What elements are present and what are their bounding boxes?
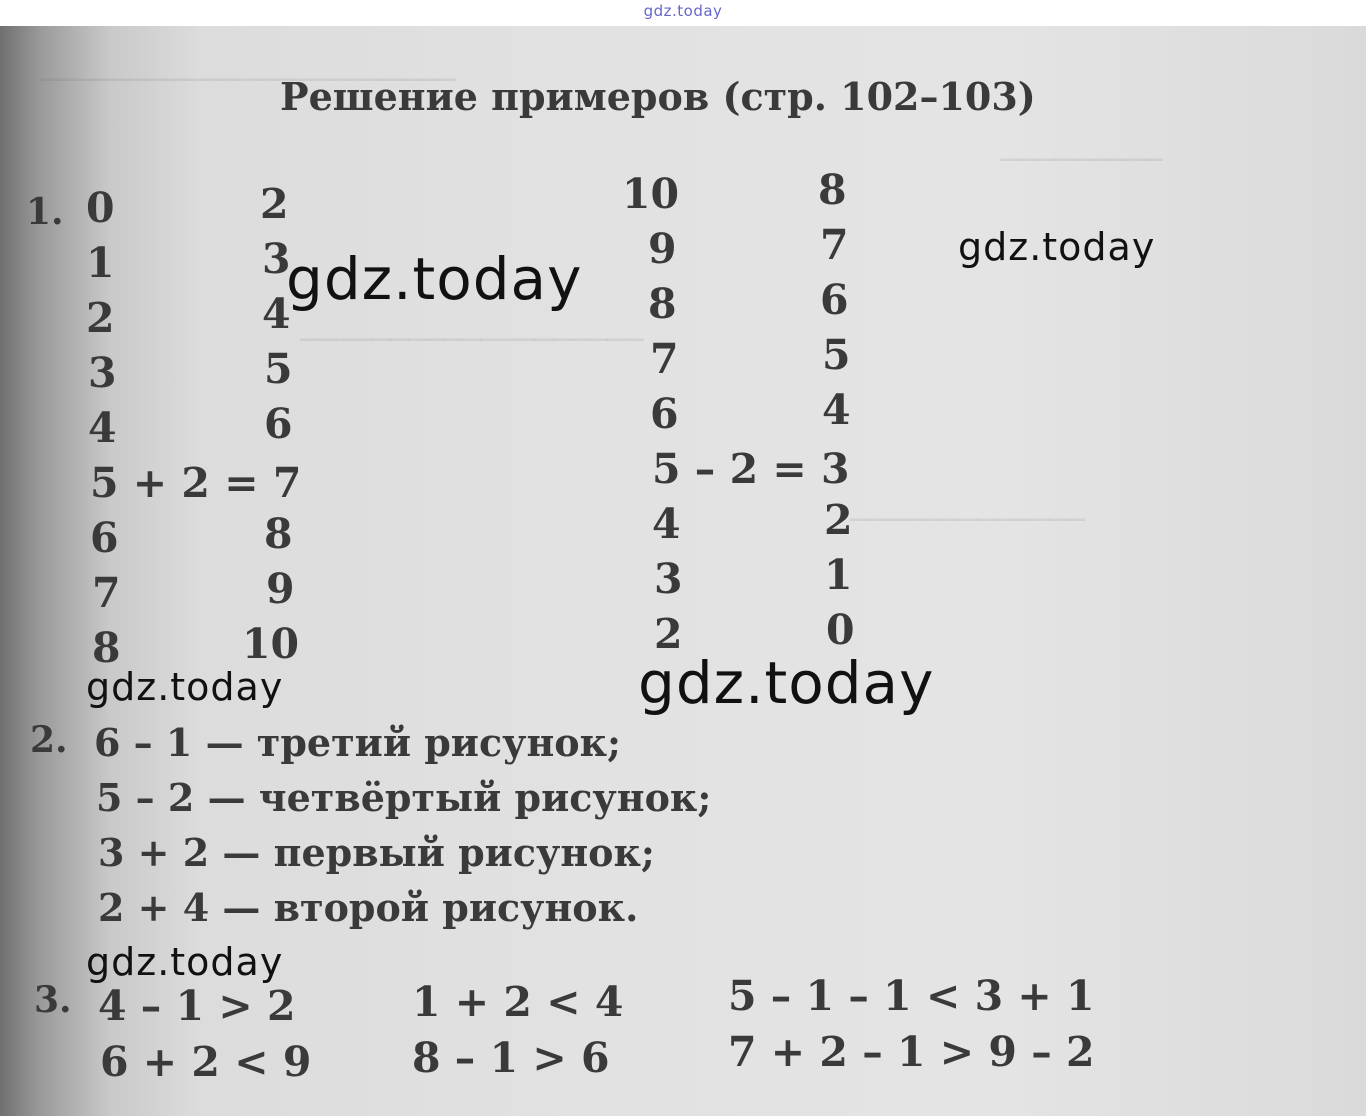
task-1-cell: 4 bbox=[262, 290, 291, 338]
bleed-through-texture: ───────── bbox=[1000, 143, 1163, 178]
task-1-cell: 6 bbox=[264, 400, 293, 448]
task-1-cell: 2 bbox=[654, 610, 683, 658]
task-3-inequality: 5 – 1 – 1 < 3 + 1 bbox=[728, 972, 1095, 1020]
task-1-cell: 2 bbox=[86, 294, 115, 342]
task-1-cell: 0 bbox=[826, 606, 855, 654]
task-1-cell: 8 bbox=[818, 166, 847, 214]
watermark: gdz.today bbox=[958, 225, 1156, 269]
task-2-line: 3 + 2 — первый рисунок; bbox=[98, 830, 655, 875]
task-1-cell: 2 bbox=[824, 496, 853, 544]
task-1-equation: 5 + 2 = 7 bbox=[90, 459, 302, 507]
task-3-inequality: 8 – 1 > 6 bbox=[412, 1034, 610, 1082]
task-3-inequality: 1 + 2 < 4 bbox=[412, 978, 624, 1026]
task-1-cell: 6 bbox=[90, 514, 119, 562]
task-1-cell: 4 bbox=[822, 386, 851, 434]
task-1-cell: 8 bbox=[92, 624, 121, 672]
task-2-line: 2 + 4 — второй рисунок. bbox=[98, 885, 639, 930]
task-1-cell: 4 bbox=[88, 404, 117, 452]
task-2-line: 6 – 1 — третий рисунок; bbox=[94, 720, 622, 765]
task-1-cell: 7 bbox=[92, 569, 121, 617]
task-1-cell: 10 bbox=[622, 170, 680, 218]
watermark: gdz.today bbox=[286, 245, 583, 313]
task-1-cell: 6 bbox=[650, 390, 679, 438]
task-2-label: 2. bbox=[30, 719, 68, 761]
task-1-cell: 0 bbox=[86, 184, 115, 232]
task-3-label: 3. bbox=[34, 979, 72, 1021]
task-1-cell: 9 bbox=[266, 565, 295, 613]
task-1-cell: 3 bbox=[262, 235, 291, 283]
task-1-cell: 8 bbox=[264, 510, 293, 558]
page-title: Решение примеров (стр. 102–103) bbox=[280, 74, 1036, 119]
task-1-cell: 8 bbox=[648, 280, 677, 328]
task-1-cell: 7 bbox=[820, 221, 849, 269]
watermark: gdz.today bbox=[86, 665, 284, 709]
bleed-through-texture: ─────────────────────── bbox=[40, 63, 456, 98]
task-1-cell: 10 bbox=[242, 620, 300, 668]
task-1-label: 1. bbox=[26, 191, 64, 233]
task-1-cell: 4 bbox=[652, 500, 681, 548]
bleed-through-texture: ─────────────────── bbox=[300, 323, 644, 358]
task-2-line: 5 – 2 — четвёртый рисунок; bbox=[96, 775, 712, 820]
watermark: gdz.today bbox=[638, 649, 935, 717]
task-3-inequality: 7 + 2 – 1 > 9 – 2 bbox=[728, 1028, 1095, 1076]
top-watermark: gdz.today bbox=[643, 2, 723, 20]
task-1-cell: 9 bbox=[648, 225, 677, 273]
watermark: gdz.today bbox=[86, 940, 284, 984]
task-3-inequality: 4 – 1 > 2 bbox=[98, 982, 296, 1030]
task-1-cell: 6 bbox=[820, 276, 849, 324]
bleed-through-texture: ───────────── bbox=[850, 503, 1085, 538]
task-1-cell: 7 bbox=[650, 335, 679, 383]
task-3-inequality: 6 + 2 < 9 bbox=[100, 1038, 312, 1086]
task-1-cell: 5 bbox=[264, 345, 293, 393]
task-1-cell: 3 bbox=[654, 555, 683, 603]
task-1-cell: 2 bbox=[260, 180, 289, 228]
task-1-equation: 5 – 2 = 3 bbox=[652, 445, 850, 493]
task-1-cell: 1 bbox=[86, 239, 115, 287]
task-1-cell: 5 bbox=[822, 331, 851, 379]
task-1-cell: 1 bbox=[824, 551, 853, 599]
task-1-cell: 3 bbox=[88, 349, 117, 397]
